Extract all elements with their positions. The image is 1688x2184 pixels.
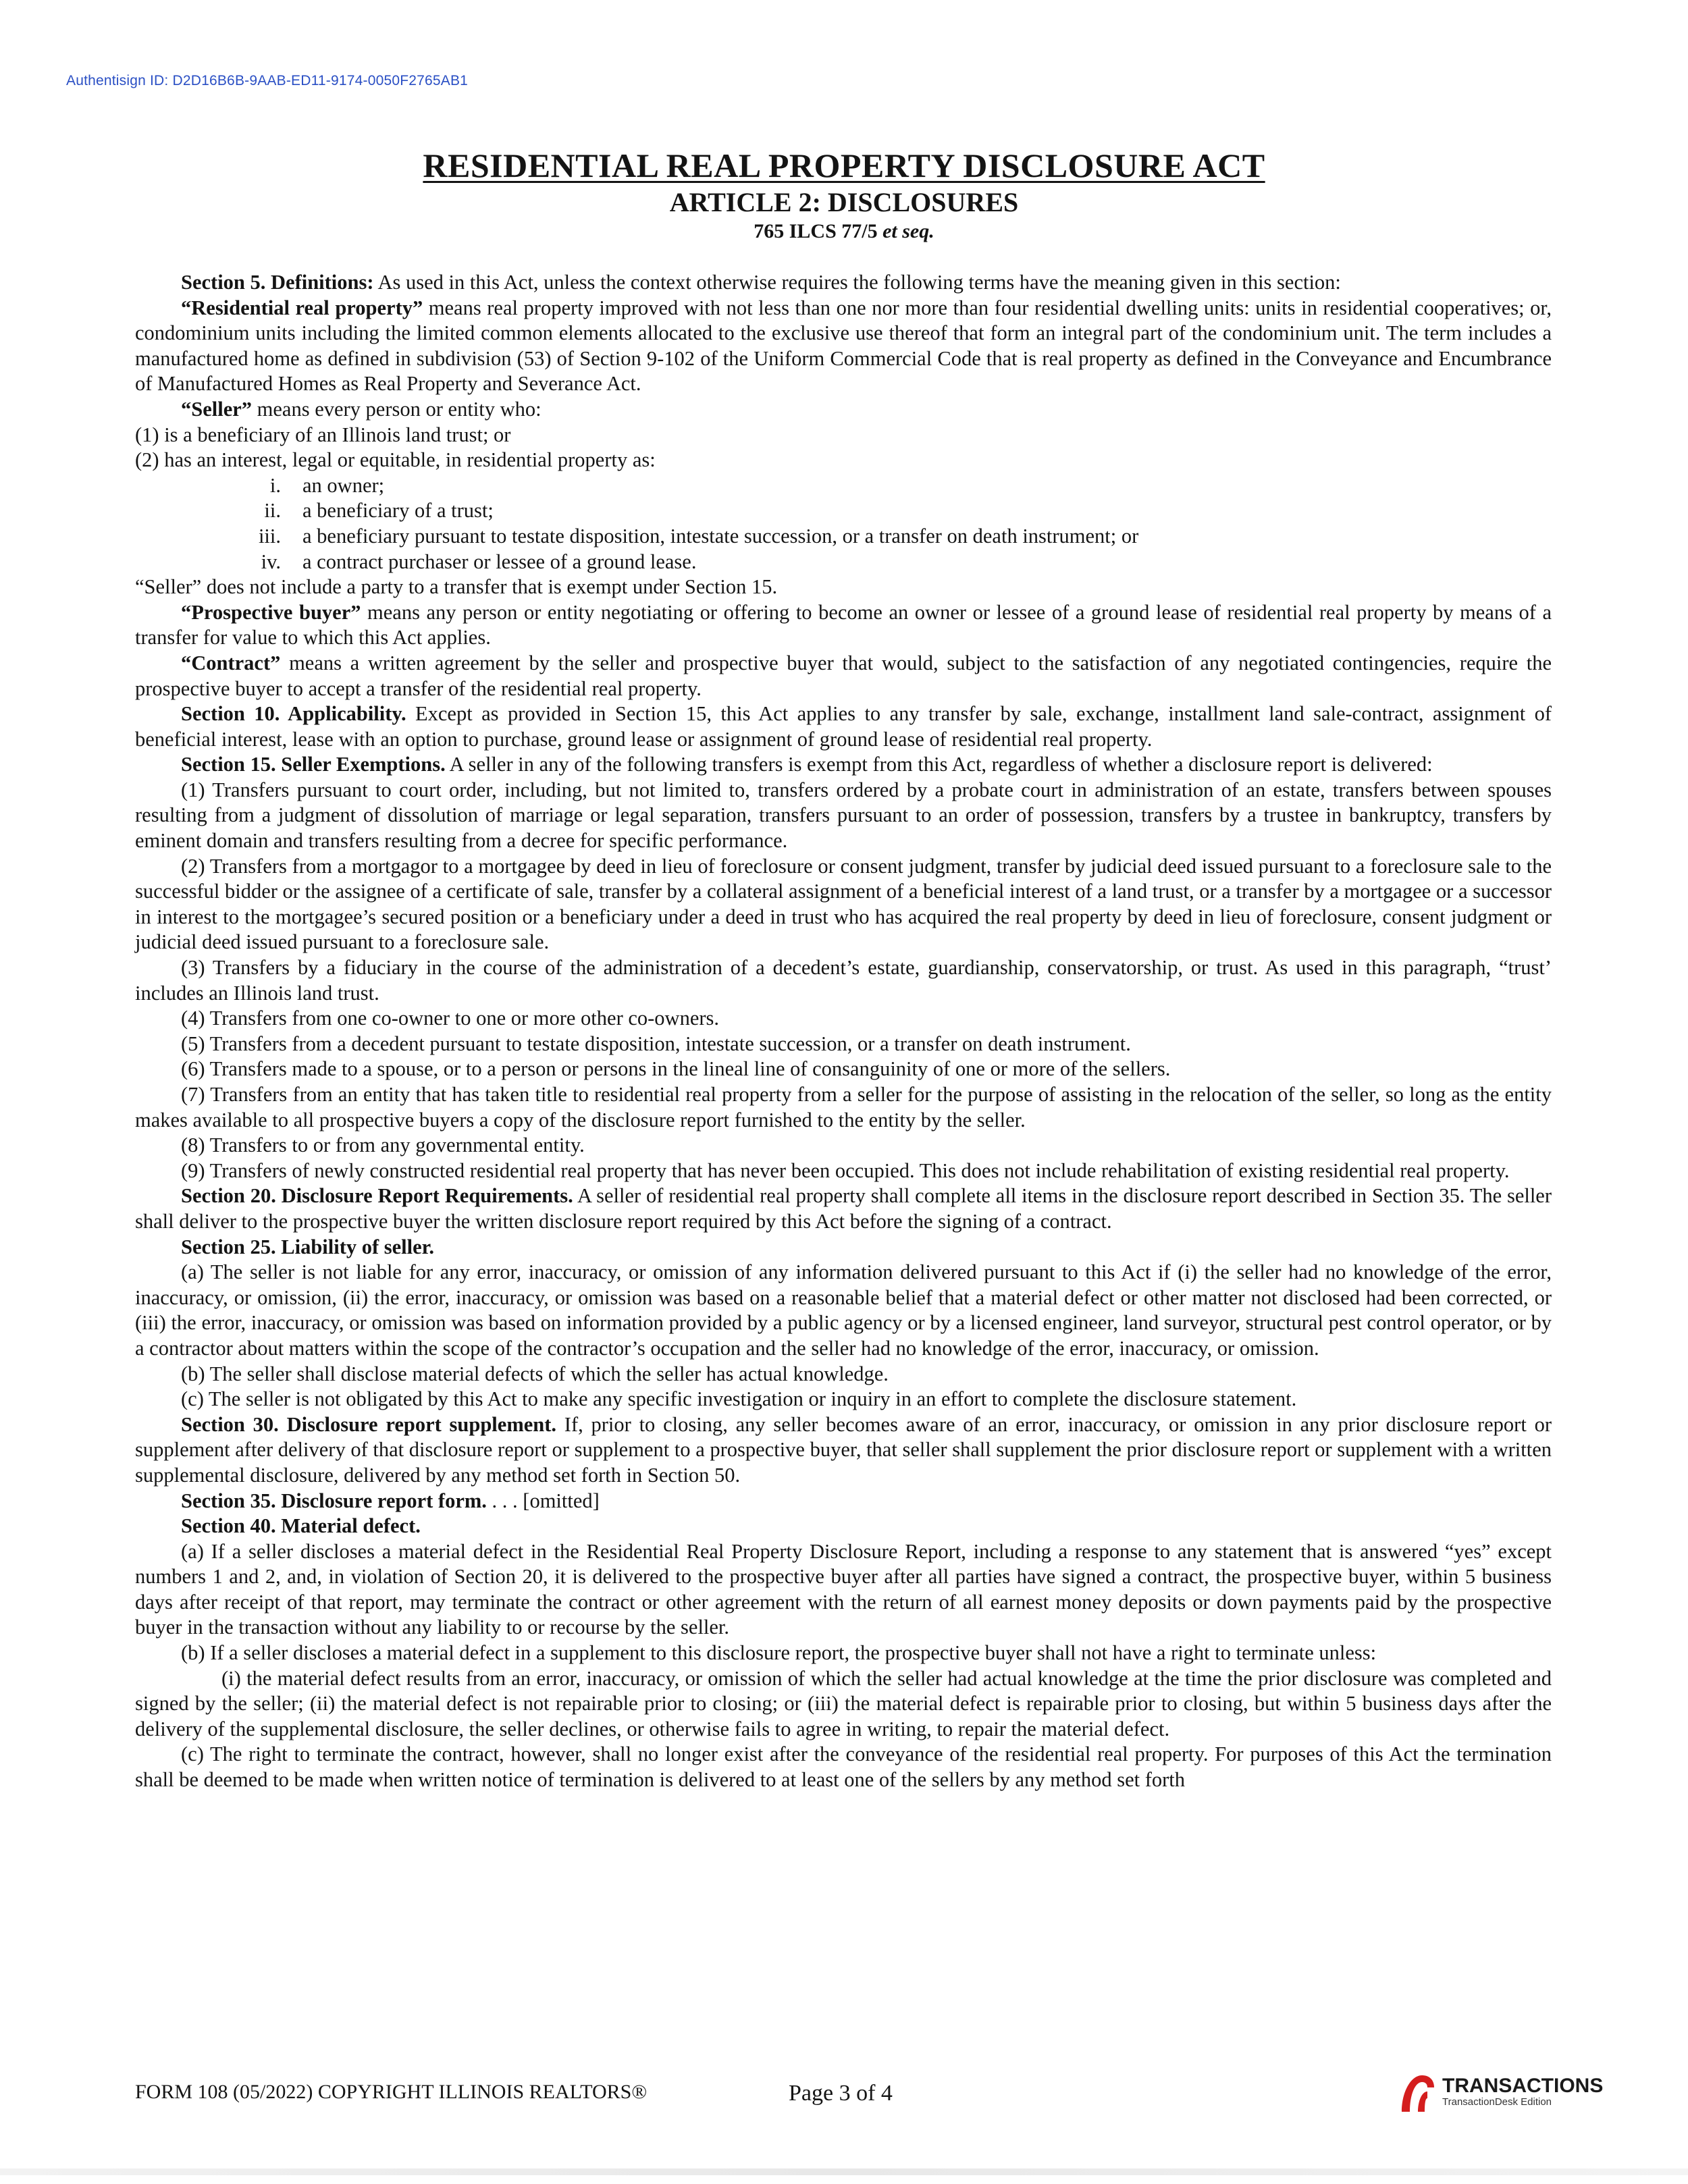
liability-item: (a) The seller is not liable for any error, inaccuracy, or omission of any information delivered pursuant to this Act if (i) the seller had no knowledge of the error, inaccuracy, or omission, (ii) the error, inaccuracy, or omission was based on a reasonable belief that a material defect or other matter not disclosed had been corrected, or (iii) the error, inaccuracy, or omission was based on information provided by a public agency or by a licensed engineer, land surveyor, structural pest control operator, or by a contractor about matters within the scope of the contractor’s occupation and the seller had no knowledge of the error, inaccuracy, or omission. <box>135 1260 1552 1360</box>
seller-subitem: i. an owner; <box>269 473 385 497</box>
seller-subitem: iii. a beneficiary pursuant to testate disposition, intestate succession, or a transfer on death instrument; or <box>258 524 1139 548</box>
section-10: Section 10. Applicability. Except as provided in Section 15, this Act applies to any transfer by sale, exchange, installment land sale-contract, assignment of beneficial interest, lease with an option to purchase, ground lease or assignment of ground lease of residential real property. <box>135 702 1552 751</box>
authentisign-id: Authentisign ID: D2D16B6B-9AAB-ED11-9174-0050F2765AB1 <box>66 73 469 88</box>
seller-item: (2) has an interest, legal or equitable, in residential property as: <box>135 448 656 472</box>
exemption-item: (6) Transfers made to a spouse, or to a person or persons in the lineal line of consanguinity of one or more of the sellers. <box>181 1057 1171 1081</box>
page-number: Page 3 of 4 <box>789 2081 893 2106</box>
definition-prospective-buyer: “Prospective buyer” means any person or entity negotiating or offering to become an owner or lessee of a ground lease of residential real property by means of a transfer for value to which this Act applies. <box>135 600 1552 649</box>
exemption-item: (4) Transfers from one co-owner to one or more other co-owners. <box>181 1007 720 1030</box>
section-30: Section 30. Disclosure report supplement. If, prior to closing, any seller becomes aware of an error, inaccuracy, or omission in any prior disclosure report or supplement after delivery of that disclosure report or supplement to a prospective buyer, that seller shall supplement the prior disclosure report or supplement with a written supplemental disclosure, delivered by any method set forth in Section 50. <box>135 1412 1552 1487</box>
material-defect-c: (c) The right to terminate the contract, however, shall no longer exist after the conveyance of the residential real property. For purposes of this Act the termination shall be deemed to be made when written notice of termination is delivered to at least one of the sellers by any method set forth <box>135 1742 1552 1792</box>
document-title: RESIDENTIAL REAL PROPERTY DISCLOSURE ACT <box>423 147 1265 184</box>
section-25: Section 25. Liability of seller. <box>181 1235 435 1258</box>
section-5: Section 5. Definitions: As used in this Act, unless the context otherwise requires the following terms have the meaning given in this section: <box>181 271 1341 294</box>
material-defect-a: (a) If a seller discloses a material defect in the Residential Real Property Disclosure Report, including a response to any statement that is answered “yes” except numbers 1 and 2, and, in violation of Section 20, it is delivered to the prospective buyer after all parties have signed a contract, the prospective buyer, within 5 business days after receipt of that report, may terminate the contract or other agreement with the return of all earnest money deposits or down payments paid by the prospective buyer in the transaction without any liability to or recourse by the seller. <box>135 1539 1552 1639</box>
logo-sub-text: TransactionDesk Edition <box>1442 2096 1552 2108</box>
section-35: Section 35. Disclosure report form. . . . [omitted] <box>181 1489 600 1512</box>
transactions-logo-icon <box>1398 2071 1438 2113</box>
form-copyright: FORM 108 (05/2022) COPYRIGHT ILLINOIS REALTORS® <box>135 2081 648 2103</box>
definition-contract: “Contract” means a written agreement by the seller and prospective buyer that would, subject to the satisfaction of any negotiated contingencies, require the prospective buyer to accept a transfer of the residential real property. <box>135 651 1552 700</box>
exemption-item: (9) Transfers of newly constructed residential real property that has never been occupied. This does not include rehabilitation of existing residential real property. <box>181 1158 1510 1182</box>
exemption-item: (3) Transfers by a fiduciary in the course of the administration of a decedent’s estate, guardianship, conservatorship, or trust. As used in this paragraph, “trust’ includes an Illinois land trust. <box>135 956 1552 1005</box>
seller-item: (1) is a beneficiary of an Illinois land trust; or <box>135 423 511 446</box>
exemption-item: (1) Transfers pursuant to court order, including, but not limited to, transfers ordered by a probate court in administration of an estate, transfers between spouses resulting from a judgment of dissolution of marriage or legal separation, transfers pursuant to an order of possession, transfers by a trustee in bankruptcy, transfers by eminent domain and transfers resulting from a decree for specific performance. <box>135 778 1552 853</box>
liability-item: (b) The seller shall disclose material defects of which the seller has actual knowledge. <box>181 1362 889 1385</box>
exemption-item: (2) Transfers from a mortgagor to a mortgagee by deed in lieu of foreclosure or consent judgment, transfer by judicial deed issued pursuant to a foreclosure sale to the successful bidder or the assignee of a certificate of sale, transfer by a collateral assignment of a beneficial interest of a land trust, or a transfer by a mortgagee or a successor in interest to the mortgagee’s secured position or a beneficiary under a deed in trust who has acquired the real property by deed in lieu of foreclosure, consent judgment or judicial deed issued pursuant to a foreclosure sale. <box>135 854 1552 954</box>
liability-item: (c) The seller is not obligated by this Act to make any specific investigation or inquiry in an effort to complete the disclosure statement. <box>181 1387 1297 1411</box>
section-20: Section 20. Disclosure Report Requirements. A seller of residential real property shall complete all items in the disclosure report described in Section 35. The seller shall deliver to the prospective buyer the written disclosure report required by this Act before the signing of a contract. <box>135 1184 1552 1233</box>
seller-subitem: ii. a beneficiary of a trust; <box>264 499 494 523</box>
logo-main-text: TRANSACTIONS <box>1442 2075 1604 2097</box>
definition-residential-real-property: “Residential real property” means real property improved with not less than one nor more than four residential dwelling units: units in residential cooperatives; or, condominium units including the limited common elements allocated to the exclusive use thereof that form an integral part of the condominium unit. The term includes a manufactured home as defined in subdivision (53) of Section 9-102 of the Uniform Commercial Code that is real property as defined in the Conveyance and Encumbrance of Manufactured Homes as Real Property and Severance Act. <box>135 296 1552 396</box>
exemption-item: (7) Transfers from an entity that has taken title to residential real property from a seller for the purpose of assisting in the relocation of the seller, so long as the entity makes available to all prospective buyers a copy of the disclosure report furnished to the entity by the seller. <box>135 1083 1552 1131</box>
material-defect-b: (b) If a seller discloses a material defect in a supplement to this disclosure report, the prospective buyer shall not have a right to terminate unless: <box>181 1641 1377 1665</box>
material-defect-b-conditions: (i) the material defect results from an error, inaccuracy, or omission of which the seller had actual knowledge at the time the prior disclosure was completed and signed by the seller; (ii) the material defect is not repairable prior to closing; or (iii) the material defect is repairable prior to closing, but within 5 business days after the delivery of the supplemental disclosure, the seller declines, or otherwise fails to agree in writing, to repair the material defect. <box>135 1666 1552 1740</box>
seller-subitem: iv. a contract purchaser or lessee of a ground lease. <box>261 550 697 573</box>
section-40: Section 40. Material defect. <box>181 1514 421 1538</box>
document-body <box>135 270 1552 1793</box>
section-15: Section 15. Seller Exemptions. A seller in any of the following transfers is exempt from this Act, regardless of whether a disclosure report is delivered: <box>181 753 1433 776</box>
transactions-logo <box>1398 2071 1603 2113</box>
article-heading: ARTICLE 2: DISCLOSURES <box>669 187 1019 217</box>
exemption-item: (8) Transfers to or from any governmental entity. <box>181 1134 585 1157</box>
scan-edge <box>0 2168 1688 2175</box>
statute-citation: 765 ILCS 77/5 et seq. <box>754 220 934 242</box>
exemption-item: (5) Transfers from a decedent pursuant to testate disposition, intestate succession, or a transfer on death instrument. <box>181 1032 1131 1055</box>
seller-exclusion: “Seller” does not include a party to a transfer that is exempt under Section 15. <box>135 575 778 599</box>
definition-seller: “Seller” means every person or entity who: <box>181 397 542 421</box>
